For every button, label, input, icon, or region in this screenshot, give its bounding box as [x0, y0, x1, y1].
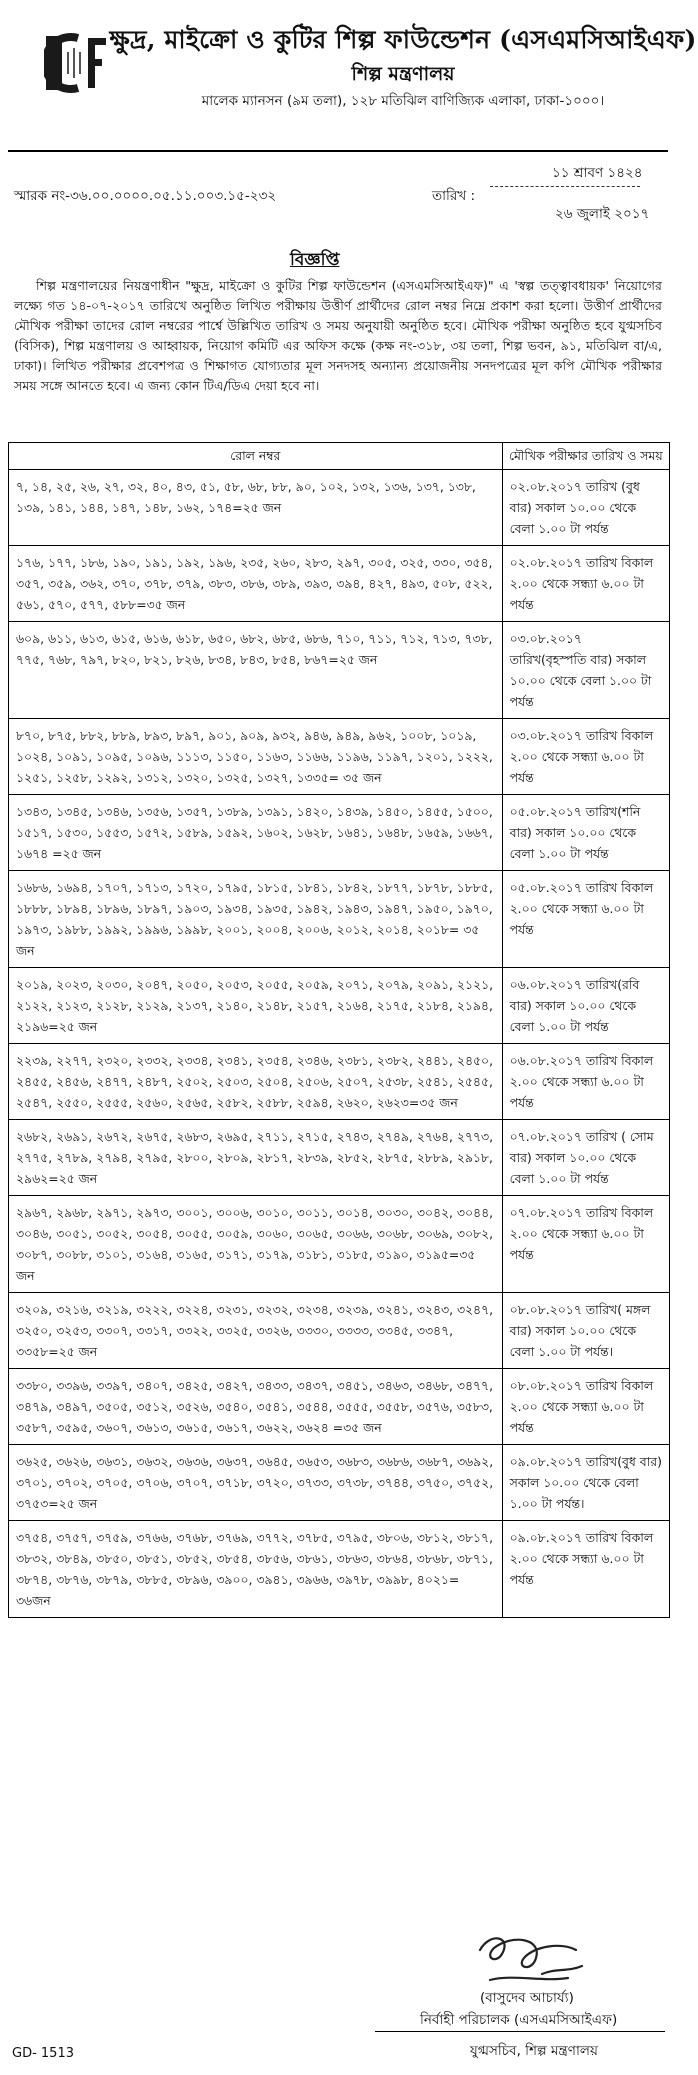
roll-list: ৬০৯, ৬১১, ৬১৩, ৬১৫, ৬১৬, ৬১৮, ৬৫০, ৬৮২, ৬৮৫, ৬৮৬, ৭১০, ৭১১, ৭১২, ৭১৩, ৭৩৮, ৭৭৫, ৭৬৮, ৭৯৭, ৮২০, ৮২১, ৮২৬, ৮৩৪, ৮৪৩, ৮৫৪, ৮৬৭=২৫ জন	[9, 622, 503, 719]
viva-schedule-table	[8, 442, 670, 1618]
copy-recipient: যুগ্মসচিব, শিল্প মন্ত্রণালয়	[470, 2043, 598, 2059]
date-label: তারিখ :	[432, 188, 476, 204]
table-row	[9, 470, 670, 546]
table-row	[9, 1445, 670, 1521]
table-row	[9, 968, 670, 1044]
table-row	[9, 622, 670, 719]
memo-number: স্মারক নং-৩৬.০০.০০০০.০৫.১১.০০৩.১৫-২৩২	[14, 188, 277, 204]
viva-date-time: ০৬.০৮.২০১৭ তারিখ বিকাল ২.০০ থেকে সন্ধ্যা ৬.০০ টা পর্যন্ত	[502, 1044, 669, 1120]
viva-date-time: ০২.০৮.২০১৭ তারিখ (বুধ বার) সকাল ১০.০০ থেকে বেলা ১.০০ টা পর্যন্ত	[502, 470, 669, 546]
table-row	[9, 795, 670, 871]
roll-list: ৭, ১৪, ২৫, ২৬, ২৭, ৩২, ৪০, ৪৩, ৫১, ৫৮, ৬৮, ৮৮, ৯০, ১০২, ১৩২, ১৩৬, ১৩৭, ১৩৮, ১৩৯, ১৪১, ১৪৪, ১৪৭, ১৪৮, ১৬২, ১৭৪=২৫ জন	[9, 470, 503, 546]
organization-address: মালেক ম্যানসন (৯ম তলা), ১২৮ মতিঝিল বাণিজ্যিক এলাকা, ঢাকা-১০০০।	[201, 93, 605, 109]
viva-date-header: মৌখিক পরীক্ষার তারিখ ও সময়	[502, 443, 669, 470]
roll-number-header: রোল নম্বর	[9, 443, 503, 470]
viva-date-time: ০৯.০৮.২০১৭ তারিখ(বুধ বার) সকাল ১০.০০ থেকে বেলা ১.০০ টা পর্যন্ত।	[502, 1445, 669, 1521]
viva-date-time: ০৫.০৮.২০১৭ তারিখ(শনি বার) সকাল ১০.০০ থেকে বেলা ১.০০ টা পর্যন্ত	[502, 795, 669, 871]
roll-list: ৮৭০, ৮৭৫, ৮৮২, ৮৮৯, ৮৯৩, ৮৯৭, ৯০১, ৯০৯, ৯৩২, ৯৪৬, ৯৪৯, ৯৬২, ১০০৮, ১০১৯, ১০২৪, ১০৯১, ১০৯৫, ১০৯৬, ১১১৩, ১১৫০, ১১৬৩, ১১৬৬, ১১৯৬, ১১৯৭, ১২০১, ১২২২, ১২৫১, ১২৫৮, ১২৯২, ১৩১২, ১৩২০, ১৩২৫, ১৩২৭, ১৩৩৫= ৩৫ জন	[9, 719, 503, 795]
viva-date-time: ০৯.০৮.২০১৭ তারিখ বিকাল ২.০০ থেকে সন্ধ্যা ৬.০০ টা পর্যন্ত	[502, 1521, 669, 1618]
roll-list: ২৬৮২, ২৬৯১, ২৬৭২, ২৬৭৫, ২৬৮৩, ২৬৯৫, ২৭১১, ২৭১৫, ২৭৪৩, ২৭৪৯, ২৭৬৪, ২৭৭৩, ২৭৭৫, ২৭৮৯, ২৭৯৪, ২৭৯৫, ২৮০০, ২৮০৯, ২৮১৭, ২৮৩৯, ২৮৫২, ২৮৭৫, ২৮৮৯, ২৯১৮, ২৯৬২=২৫ জন	[9, 1120, 503, 1196]
signature-image	[472, 1928, 592, 1988]
date-gregorian: ২৬ জুলাই ২০১৭	[555, 206, 650, 222]
viva-date-time: ০৮.০৮.২০১৭ তারিখ( মঙ্গল বার) সকাল ১০.০০ থেকে বেলা ১.০০ টা পর্যন্ত।	[502, 1293, 669, 1369]
roll-list: ২৯৬৭, ২৯৬৮, ২৯৭১, ২৯৭৩, ৩০০১, ৩০০৬, ৩০১০, ৩০১১, ৩০১৪, ৩০৩০, ৩০৪২, ৩০৪৪, ৩০৪৬, ৩০৫১, ৩০৫২, ৩০৫৪, ৩০৫৫, ৩০৫৯, ৩০৬০, ৩০৬৫, ৩০৬৬, ৩০৬৮, ৩০৬৯, ৩০৮২, ৩০৮৭, ৩০৮৮, ৩১০১, ৩১৬৪, ৩১৬৫, ৩১৭১, ৩১৭৯, ৩১৮১, ৩১৮৫, ৩১৯০, ৩১৯৫=৩৫ জন	[9, 1196, 503, 1293]
viva-date-time: ০৩.০৮.২০১৭ তারিখ(বৃহস্পতি বার) সকাল ১০.০০ থেকে বেলা ১.০০ টা পর্যন্ত	[502, 622, 669, 719]
roll-list: ১৬৮৬, ১৬৯৪, ১৭০৭, ১৭১৩, ১৭২০, ১৭৯৫, ১৮১৫, ১৮৪১, ১৮৪২, ১৮৭৭, ১৮৭৮, ১৮৮৫, ১৮৮৮, ১৮৯৪, ১৮৯৬, ১৮৯৭, ১৯০৩, ১৯৩৪, ১৯৩৫, ১৯৪২, ১৯৪৩, ১৯৪৭, ১৯৫০, ১৯৭০, ১৯৭৩, ১৯৮৮, ১৯৯২, ১৯৯৬, ১৯৯৮, ২০০১, ২০০৪, ২০০৬, ২০১২, ২০১৪, ২০১৮= ৩৫ জন	[9, 871, 503, 968]
notice-title: বিজ্ঞপ্তি	[290, 250, 340, 270]
smcif-logo-icon	[44, 30, 108, 96]
notice-body: শিল্প মন্ত্রণালয়ের নিয়ন্ত্রণাধীন "ক্ষুদ্র, মাইক্রো ও কুটির শিল্প ফাউন্ডেশন (এসএমসিআইএফ)" এ 'স্বল্প তত্ত্বাবধায়ক' নিয়োগের লক্ষ্যে গত ১৪-০৭-২০১৭ তারিখে অনুষ্ঠিত লিখিত পরীক্ষায় উত্তীর্ণ প্রার্থীদের রোল নম্বর নিম্নে প্রকাশ করা হলো। উত্তীর্ণ প্রার্থীদের মৌখিক পরীক্ষা তাদের রোল নম্বরের পার্শ্বে উল্লিখিত তারিখ ও সময় অনুযায়ী অনুষ্ঠিত হবে। মৌখিক পরীক্ষা অনুষ্ঠিত হবে যুগ্মসচিব (বিসিক), শিল্প মন্ত্রণালয় ও আহ্বায়ক, নিয়োগ কমিটি এর অফিস কক্ষে (কক্ষ নং-৩১৮, ৩য় তলা, শিল্প ভবন, ৯১, মতিঝিল বা/এ, ঢাকা)। লিখিত পরীক্ষার প্রবেশপত্র ও শিক্ষাগত যোগ্যতার মূল সনদসহ অন্যান্য প্রয়োজনীয় সনদপত্রের মূল কপি মৌখিক পরীক্ষার সময় সঙ্গে আনতে হবে। এ জন্য কোন টিএ/ডিএ দেয়া হবে না।	[14, 278, 662, 393]
table-header-row	[9, 443, 670, 470]
header-divider	[8, 150, 668, 152]
signer-name: (বাসুদেব আচার্য্য)	[480, 1990, 574, 2006]
table-row	[9, 1293, 670, 1369]
viva-date-time: ০৭.০৮.২০১৭ তারিখ ( সোম বার) সকাল ১০.০০ থেকে বেলা ১.০০ টা পর্যন্ত	[502, 1120, 669, 1196]
viva-date-time: ০৬.০৮.২০১৭ তারিখ(রবি বার) সকাল ১০.০০ থেকে বেলা ১.০০ টা পর্যন্ত	[502, 968, 669, 1044]
roll-list: ৩৩৮০, ৩৩৯৬, ৩৩৯৭, ৩৪০৭, ৩৪২৫, ৩৪২৭, ৩৪৩৩, ৩৪৩৭, ৩৪৫১, ৩৪৬৩, ৩৪৬৮, ৩৪৭৭, ৩৪৭৯, ৩৪৯৭, ৩৫০৫, ৩৫১২, ৩৫২৬, ৩৫৪০, ৩৫৪১, ৩৫৪৪, ৩৫৫৫, ৩৫৫৮, ৩৫৭৬, ৩৫৮৩, ৩৫৮৭, ৩৫৯৫, ৩৬০৭, ৩৬১৩, ৩৬১৫, ৩৬১৭, ৩৬২২, ৩৬২৪ =৩৫ জন	[9, 1369, 503, 1445]
roll-list: ১৭৬, ১৭৭, ১৮৬, ১৯০, ১৯১, ১৯২, ১৯৬, ২৩৫, ২৬০, ২৮৩, ২৯৭, ৩০৫, ৩২৫, ৩৩০, ৩৫৪, ৩৫৭, ৩৫৯, ৩৬২, ৩৭০, ৩৭৮, ৩৭৯, ৩৮৩, ৩৮৬, ৩৮৯, ৩৯৩, ৩৯৪, ৪২৭, ৪৯৩, ৫০৮, ৫২২, ৫৬১, ৫৭০, ৫৭৭, ৫৮৮=৩৫ জন	[9, 546, 503, 622]
table-row	[9, 1369, 670, 1445]
viva-date-time: ০৩.০৮.২০১৭ তারিখ বিকাল ২.০০ থেকে সন্ধ্যা ৬.০০ টা পর্যন্ত	[502, 719, 669, 795]
document-code: GD- 1513	[12, 2046, 74, 2061]
date-bengali-calendar: ১১ শ্রাবণ ১৪২৪	[552, 165, 643, 181]
table-row	[9, 1196, 670, 1293]
table-row	[9, 546, 670, 622]
viva-date-time: ০২.০৮.২০১৭ তারিখ বিকাল ২.০০ থেকে সন্ধ্যা ৬.০০ টা পর্যন্ত	[502, 546, 669, 622]
signature-divider	[375, 2031, 665, 2032]
ministry-name: শিল্প মন্ত্রণালয়	[351, 63, 455, 85]
table-row	[9, 1120, 670, 1196]
table-row	[9, 719, 670, 795]
viva-date-time: ০৫.০৮.২০১৭ তারিখ বিকাল ২.০০ থেকে সন্ধ্যা ৬.০০ টা পর্যন্ত	[502, 871, 669, 968]
viva-date-time: ০৮.০৮.২০১৭ তারিখ বিকাল ২.০০ থেকে সন্ধ্যা ৬.০০ টা পর্যন্ত	[502, 1369, 669, 1445]
roll-list: ৩২০৯, ৩২১৬, ৩২১৯, ৩২২২, ৩২২৪, ৩২৩১, ৩২৩২, ৩২৩৪, ৩২৩৯, ৩২৪১, ৩২৪৩, ৩২৪৭, ৩২৫০, ৩২৫৩, ৩৩০৭, ৩৩১৭, ৩৩২২, ৩৩২৫, ৩৩২৬, ৩৩৩০, ৩৩৩৩, ৩৩৪৫, ৩৩৪৭, ৩৩৫৮=২৫ জন	[9, 1293, 503, 1369]
roll-list: ১৩৪৩, ১৩৪৫, ১৩৪৬, ১৩৫৬, ১৩৫৭, ১৩৮৯, ১৩৯১, ১৪২০, ১৪৩৯, ১৪৫০, ১৪৫৫, ১৫০০, ১৫১৭, ১৫৩০, ১৫৫৩, ১৫৭২, ১৫৮৯, ১৫৯২, ১৬০২, ১৬২৮, ১৬৪১, ১৬৪৮, ১৬৫৯, ১৬৬৭, ১৬৭৪ =২৫ জন	[9, 795, 503, 871]
roll-list: ৩৭৫৪, ৩৭৫৭, ৩৭৫৯, ৩৭৬৬, ৩৭৬৮, ৩৭৬৯, ৩৭৭২, ৩৭৮৫, ৩৭৯৫, ৩৮০৬, ৩৮১২, ৩৮১৭, ৩৮৩২, ৩৮৪৯, ৩৮৫০, ৩৮৫১, ৩৮৫২, ৩৮৫৪, ৩৮৫৬, ৩৮৬১, ৩৮৬৩, ৩৮৬৪, ৩৮৬৮, ৩৮৭১, ৩৮৭৪, ৩৮৭৬, ৩৮৭৯, ৩৮৮৫, ৩৮৯৬, ৩৯০০, ৩৯৪১, ৩৯৬৬, ৩৯৭৮, ৩৯৯৮, ৪০২১= ৩৬জন	[9, 1521, 503, 1618]
table-row	[9, 1521, 670, 1618]
roll-list: ২২৩৯, ২২৭৭, ২৩২০, ২৩৩২, ২৩৩৪, ২৩৪১, ২৩৫৪, ২৩৪৬, ২৩৮১, ২৩৮২, ২৪৪১, ২৪৫০, ২৪৫৫, ২৪৫৬, ২৪৭৭, ২৪৮৭, ২৫০২, ২৫০৩, ২৫০৪, ২৫০৬, ২৫০৭, ২৫৩৮, ২৫৪১, ২৫৪৫, ২৫৪৭, ২৫৫০, ২৫৫৫, ২৫৬০, ২৫৬৫, ২৫৮২, ২৫৮৮, ২৫৯৪, ২৬২০, ২৬২৩=৩৫ জন	[9, 1044, 503, 1120]
signer-designation: নির্বাহী পরিচালক (এসএমসিআইএফ)	[420, 2012, 618, 2028]
organization-name: ক্ষুদ্র, মাইক্রো ও কুটির শিল্প ফাউন্ডেশন (এসএমসিআইএফ)	[109, 25, 697, 54]
date-line	[490, 186, 640, 187]
table-row	[9, 871, 670, 968]
table-row	[9, 1044, 670, 1120]
viva-date-time: ০৭.০৮.২০১৭ তারিখ বিকাল ২.০০ থেকে সন্ধ্যা ৬.০০ টা পর্যন্ত	[502, 1196, 669, 1293]
roll-list: ২০১৯, ২০২৩, ২০৩০, ২০৪৭, ২০৫০, ২০৫৩, ২০৫৫, ২০৫৯, ২০৭১, ২০৭৯, ২০৯১, ২১২১, ২১২২, ২১২৩, ২১২৮, ২১২৯, ২১৩৭, ২১৪০, ২১৪৮, ২১৫৭, ২১৬৪, ২১৭৫, ২১৮৪, ২১৯৪, ২১৯৬=২৫ জন	[9, 968, 503, 1044]
roll-list: ৩৬২৫, ৩৬২৬, ৩৬৩১, ৩৬৩২, ৩৬৩৬, ৩৬৩৭, ৩৬৪৫, ৩৬৫৩, ৩৬৮৩, ৩৬৮৬, ৩৬৮৭, ৩৬৯২, ৩৭০১, ৩৭০২, ৩৭০৫, ৩৭০৬, ৩৭০৭, ৩৭১৮, ৩৭২০, ৩৭৩৩, ৩৭৩৮, ৩৭৪৪, ৩৭৫০, ৩৭৫২, ৩৭৫৩=২৫ জন	[9, 1445, 503, 1521]
